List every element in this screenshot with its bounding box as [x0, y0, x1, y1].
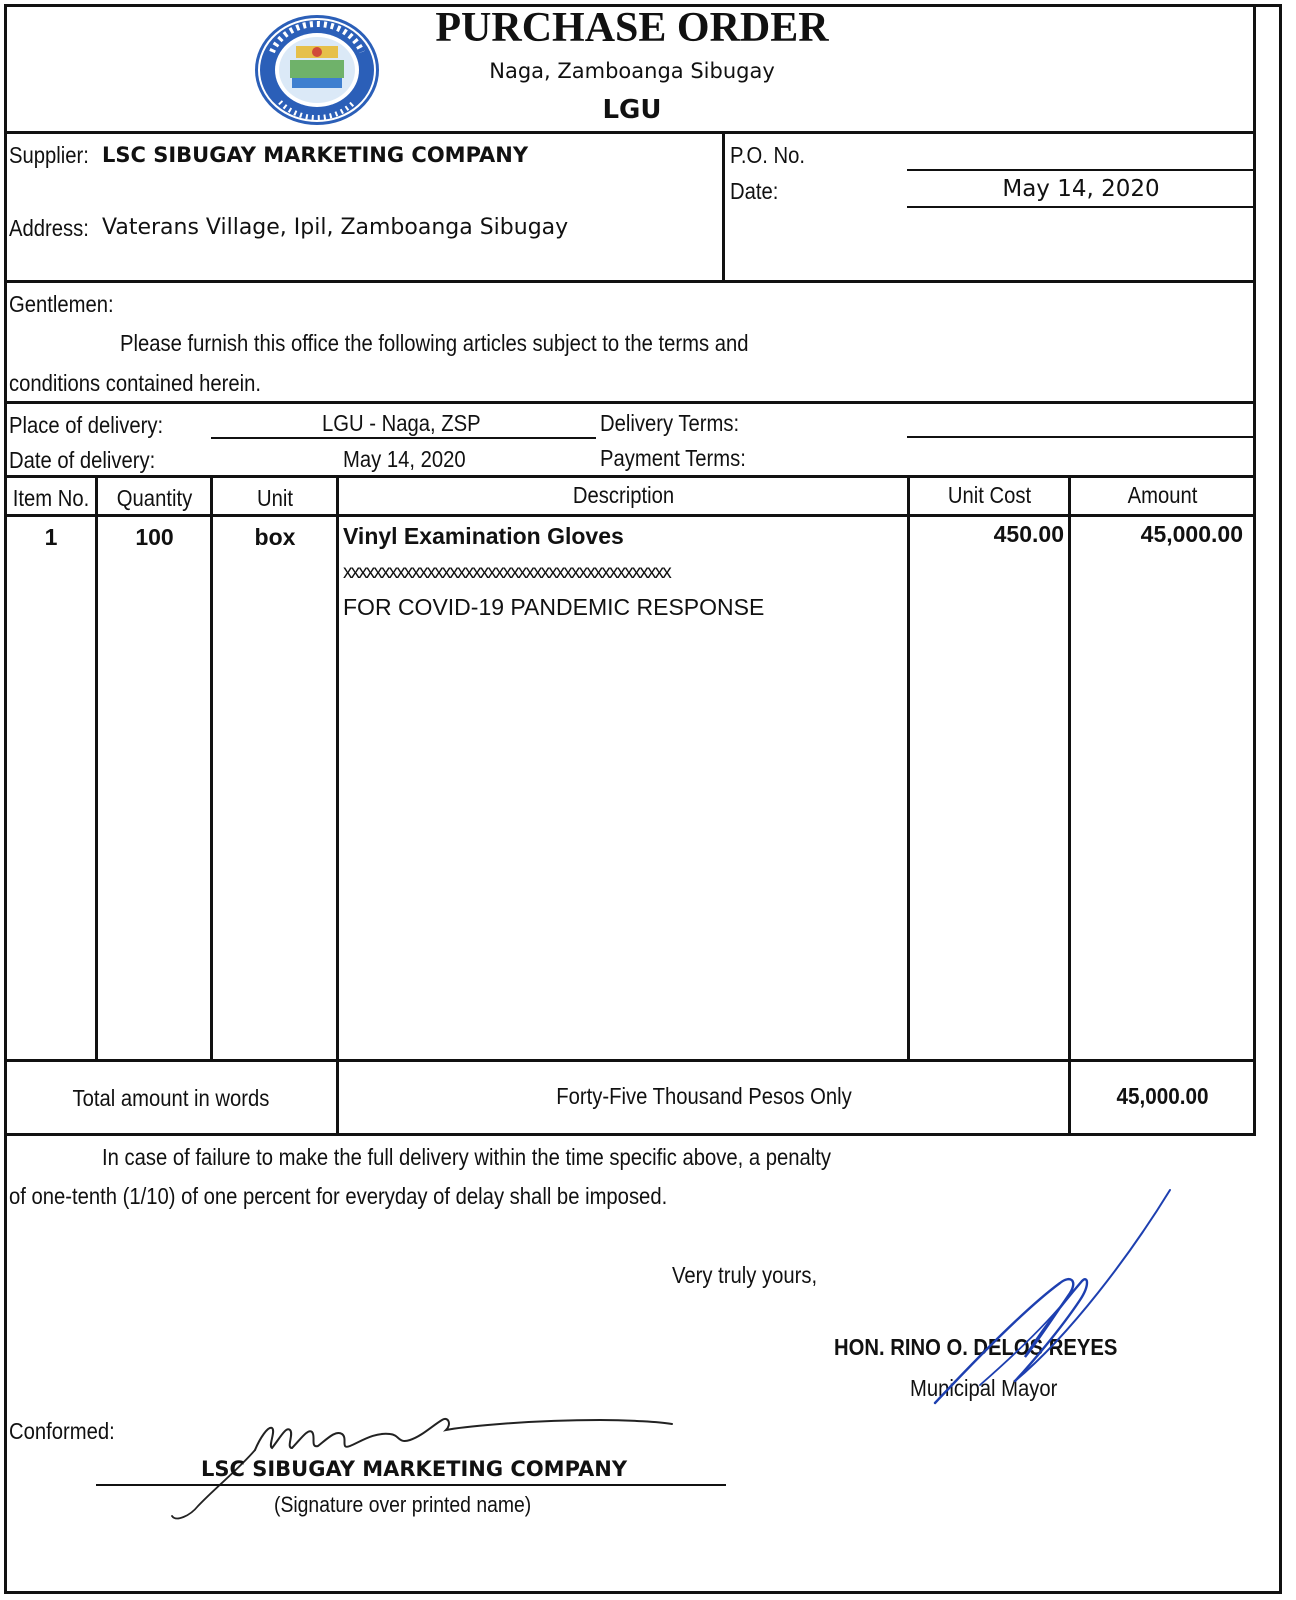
col-header-item-no: Item No. — [12, 485, 90, 511]
total-words-label: Total amount in words — [72, 1085, 270, 1111]
delivery-terms-label: Delivery Terms: — [600, 410, 740, 436]
col-header-description: Description — [572, 482, 675, 508]
date-underline — [907, 206, 1256, 208]
col-divider-2 — [210, 476, 213, 1062]
col-header-unit-cost: Unit Cost — [947, 482, 1032, 508]
place-underline — [211, 437, 596, 439]
item-note: FOR COVID-19 PANDEMIC RESPONSE — [343, 594, 765, 620]
item-no: 1 — [44, 524, 58, 550]
col-divider-5 — [1068, 476, 1071, 1136]
item-unit: box — [254, 524, 296, 550]
letter-line-1: Please furnish this office the following articles subject to the terms and — [120, 330, 749, 356]
col-divider-1 — [95, 476, 98, 1062]
col-divider-4 — [907, 476, 910, 1062]
supplier-name: LSC SIBUGAY MARKETING COMPANY — [102, 143, 529, 167]
municipal-seal — [252, 12, 382, 128]
letter-line-2: conditions contained herein. — [9, 370, 262, 396]
header-divider — [4, 131, 1256, 134]
mayor-signature — [920, 1185, 1180, 1415]
document-office: LGU — [602, 95, 662, 125]
item-separator: xxxxxxxxxxxxxxxxxxxxxxxxxxxxxxxxxxxxxxxxxxx — [343, 562, 670, 583]
document-title: PURCHASE ORDER — [435, 5, 829, 51]
col-header-amount: Amount — [1127, 482, 1198, 508]
place-of-delivery-label: Place of delivery: — [9, 412, 164, 438]
signatory-name: HON. RINO O. DELOS REYES — [834, 1334, 1118, 1360]
table-body-bottom-line — [4, 1059, 1256, 1062]
date-of-delivery-label: Date of delivery: — [9, 447, 156, 473]
conforme-name: LSC SIBUGAY MARKETING COMPANY — [201, 1457, 628, 1481]
item-unit-cost: 450.00 — [993, 521, 1064, 547]
document-location: Naga, Zamboanga Sibugay — [489, 59, 775, 83]
payment-terms-label: Payment Terms: — [600, 445, 746, 471]
item-quantity: 100 — [135, 524, 174, 550]
supplier-label: Supplier: — [9, 142, 89, 168]
address-label: Address: — [9, 215, 89, 241]
right-inner-border — [1253, 4, 1256, 1136]
supplier-po-divider — [722, 133, 725, 281]
conforme-caption: (Signature over printed name) — [274, 1492, 532, 1517]
letter-bottom-line — [4, 401, 1256, 404]
date-of-delivery: May 14, 2020 — [343, 446, 466, 472]
delivery-terms-underline — [907, 436, 1256, 438]
item-description: Vinyl Examination Gloves — [343, 523, 624, 549]
po-no-label: P.O. No. — [730, 142, 806, 168]
salutation: Gentlemen: — [9, 291, 114, 317]
total-words: Forty-Five Thousand Pesos Only — [556, 1083, 852, 1109]
penalty-line-2: of one-tenth (1/10) of one percent for everyday of delay shall be imposed. — [9, 1183, 668, 1209]
signatory-title: Municipal Mayor — [910, 1375, 1058, 1401]
col-header-unit: Unit — [257, 485, 293, 511]
po-date: May 14, 2020 — [1002, 176, 1160, 202]
closing: Very truly yours, — [672, 1262, 818, 1288]
conforme-label: Conformed: — [9, 1418, 115, 1444]
col-divider-3 — [336, 476, 339, 1136]
supplier-bottom-line — [4, 280, 1256, 283]
totals-bottom-line — [4, 1133, 1256, 1136]
date-label: Date: — [730, 178, 779, 204]
penalty-line-1: In case of failure to make the full delivery within the time specific above, a penalty — [102, 1144, 832, 1170]
item-amount: 45,000.00 — [1140, 521, 1243, 547]
total-amount: 45,000.00 — [1116, 1083, 1209, 1109]
place-of-delivery: LGU - Naga, ZSP — [322, 410, 481, 436]
conforme-underline — [96, 1484, 726, 1486]
po-no-underline — [907, 169, 1256, 171]
supplier-address: Vaterans Village, Ipil, Zamboanga Sibugay — [102, 215, 569, 240]
col-header-quantity: Quantity — [116, 485, 193, 511]
